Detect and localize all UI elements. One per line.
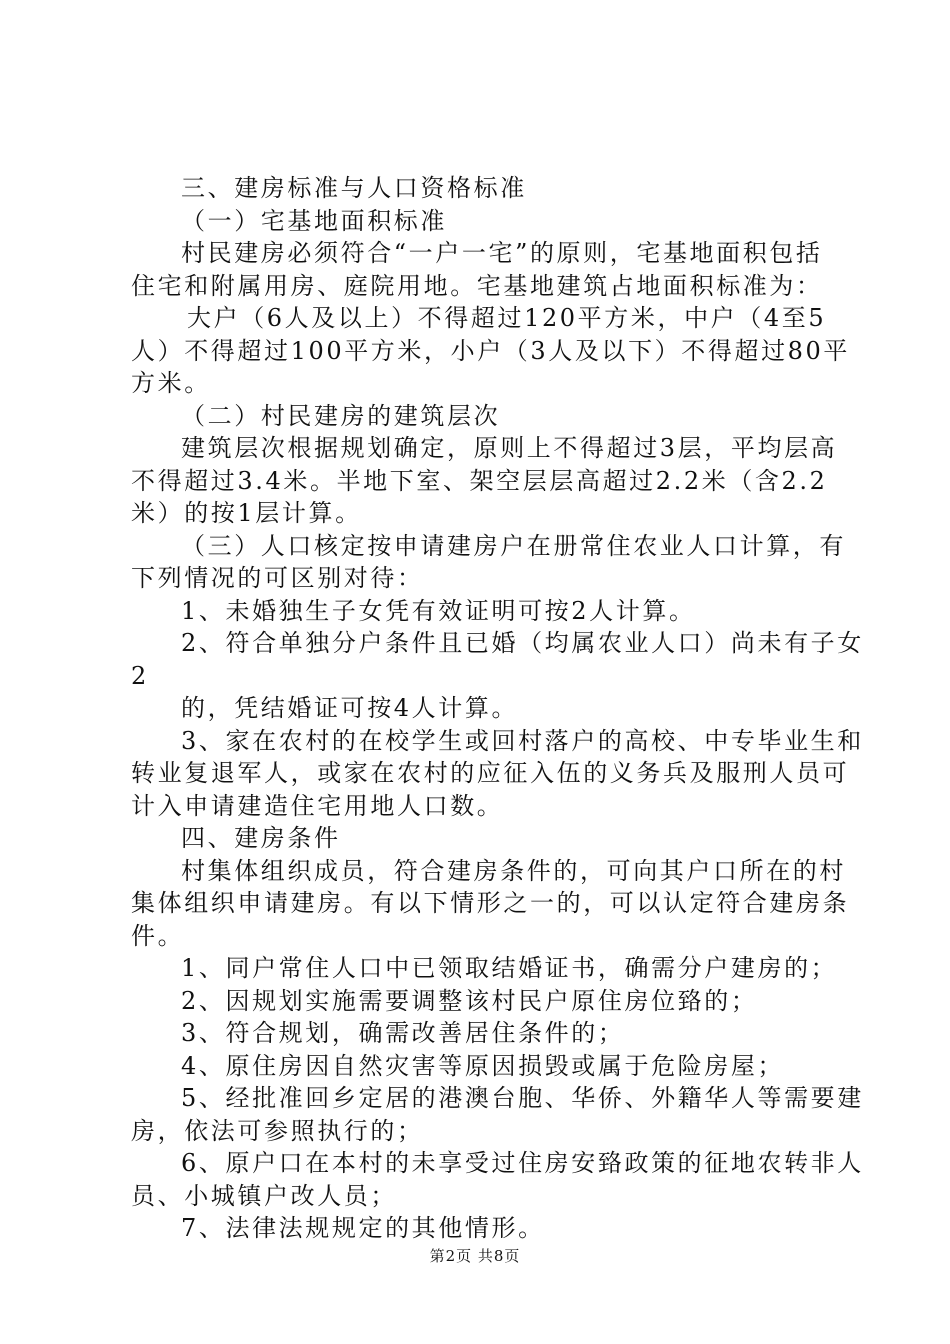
text-line: 的，凭结婚证可按4人计算。 [181, 694, 519, 722]
text-line: 2、符合单独分户条件且已婚（均属农业人口）尚未有子女 [181, 629, 864, 657]
text-line: 2 [131, 661, 149, 690]
text-line: 房，依法可参照执行的； [131, 1116, 424, 1145]
text-line: 三、建房标准与人口资格标准 [181, 174, 527, 202]
document-body [131, 172, 864, 1245]
text-line: 1、同户常住人口中已领取结婚证书，确需分户建房的； [181, 954, 838, 982]
text-line: 集体组织申请建房。有以下情形之一的，可以认定符合建房条 [131, 889, 850, 917]
text-line: 四、建房条件 [181, 824, 341, 852]
text-line: 1、未婚独生子女凭有效证明可按2人计算。 [181, 596, 696, 625]
text-line: 7、法律法规规定的其他情形。 [181, 1214, 545, 1242]
text-line: 村集体组织成员，符合建房条件的，可向其户口所在的村 [181, 856, 846, 885]
text-line: 村民建房必须符合“一户一宅”的原则，宅基地面积包括 [181, 239, 823, 267]
text-line: 计入申请建造住宅用地人口数。 [131, 791, 504, 820]
text-line: 3、符合规划，确需改善居住条件的； [181, 1019, 625, 1047]
page-footer: 第2页 共8页 [429, 1247, 521, 1265]
text-line: 人）不得超过100平方米，小户（3人及以下）不得超过80平 [131, 336, 851, 365]
text-line: 员、小城镇户改人员； [131, 1181, 397, 1210]
text-line: 4、原住房因自然灾害等原因损毁或属于危险房屋； [181, 1051, 785, 1080]
text-line: 方米。 [131, 369, 211, 397]
text-line: 转业复退军人，或家在农村的应征入伍的义务兵及服刑人员可 [131, 759, 850, 787]
text-line: 下列情况的可区别对待： [131, 564, 424, 592]
text-line: 住宅和附属用房、庭院用地。宅基地建筑占地面积标准为： [131, 271, 823, 300]
text-line: 6、原户口在本村的未享受过住房安臵政策的征地农转非人 [181, 1149, 864, 1177]
text-line: 不得超过3.4米。半地下室、架空层层高超过2.2米（含2.2 [131, 466, 828, 495]
text-line: 3、家在农村的在校学生或回村落户的高校、中专毕业生和 [181, 726, 864, 755]
text-line: 大户（6人及以上）不得超过120平方米，中户（4至5 [187, 304, 827, 332]
text-line: 建筑层次根据规划确定，原则上不得超过3层，平均层高 [181, 434, 838, 462]
text-line: （三）人口核定按申请建房户在册常住农业人口计算，有 [181, 531, 846, 560]
text-line: 5、经批准回乡定居的港澳台胞、华侨、外籍华人等需要建 [181, 1084, 864, 1112]
text-line: （一）宅基地面积标准 [181, 206, 447, 235]
text-line: 米）的按1层计算。 [131, 499, 362, 527]
text-line: （二）村民建房的建筑层次 [181, 401, 501, 430]
text-line: 2、因规划实施需要调整该村民户原住房位臵的； [181, 986, 758, 1015]
text-line: 件。 [131, 921, 185, 950]
